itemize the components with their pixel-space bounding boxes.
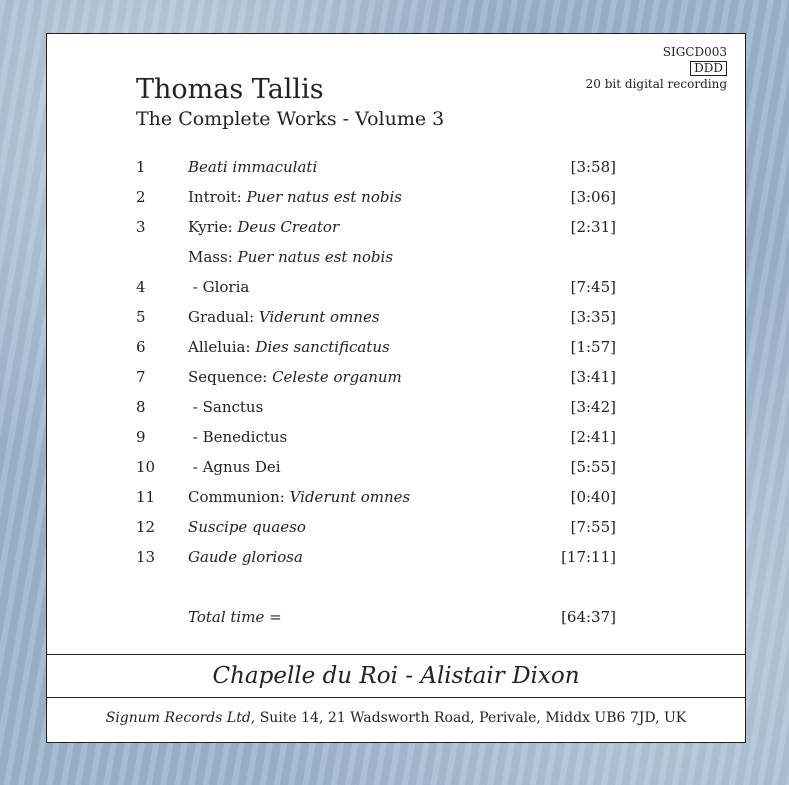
track-title [188, 188, 402, 206]
track-row [136, 278, 616, 308]
track-duration: [3:35] [570, 308, 616, 326]
catalog-number: SIGCD003 [662, 45, 727, 59]
track-row [136, 428, 616, 458]
track-row [136, 368, 616, 398]
total-label: Total time = [188, 608, 282, 626]
track-prefix: Introit: [188, 188, 247, 206]
track-duration: [17:11] [561, 548, 616, 566]
track-prefix: - Gloria [188, 278, 250, 296]
track-work: Viderunt omnes [258, 308, 380, 326]
track-row [136, 308, 616, 338]
track-title [188, 278, 249, 296]
track-row [136, 218, 616, 248]
track-number: 13 [136, 548, 156, 566]
track-duration: [7:45] [570, 278, 616, 296]
track-row [136, 518, 616, 548]
track-number: 4 [136, 278, 146, 296]
label-name: Signum Records Ltd [105, 710, 251, 726]
track-duration: [3:42] [570, 398, 616, 416]
track-number: 5 [136, 308, 146, 326]
track-row [136, 188, 616, 218]
album-subtitle: The Complete Works - Volume 3 [136, 108, 445, 130]
track-duration: [7:55] [570, 518, 616, 536]
track-title [188, 518, 306, 536]
track-duration: [3:06] [570, 188, 616, 206]
ddd-badge: DDD [690, 61, 727, 76]
track-number: 8 [136, 398, 146, 416]
track-prefix: Communion: [188, 488, 290, 506]
track-number: 12 [136, 518, 156, 536]
track-list [136, 158, 616, 638]
track-duration: [3:58] [570, 158, 616, 176]
spacer [136, 578, 616, 608]
track-prefix: - Agnus Dei [188, 458, 281, 476]
track-work: Suscipe quaeso [188, 518, 306, 536]
track-duration: [5:55] [570, 458, 616, 476]
track-number: 3 [136, 218, 146, 236]
track-prefix: Sequence: [188, 368, 273, 386]
cd-back-card [46, 33, 746, 743]
track-work: Celeste organum [272, 368, 402, 386]
track-prefix: Mass: [188, 248, 238, 266]
track-number: 11 [136, 488, 156, 506]
track-title [188, 308, 380, 326]
track-row [136, 158, 616, 188]
track-row [136, 398, 616, 428]
track-number: 7 [136, 368, 146, 386]
track-title [188, 248, 393, 266]
track-duration: [1:57] [570, 338, 616, 356]
track-row [136, 458, 616, 488]
track-duration: [3:41] [570, 368, 616, 386]
ensemble-credit: Chapelle du Roi - Alistair Dixon [47, 654, 745, 698]
track-row [136, 338, 616, 368]
track-duration: [2:41] [570, 428, 616, 446]
label-address [47, 710, 745, 726]
track-number: 1 [136, 158, 146, 176]
track-number: 6 [136, 338, 146, 356]
track-prefix: - Sanctus [188, 398, 264, 416]
track-work: Beati immaculati [188, 158, 318, 176]
track-work: Puer natus est nobis [246, 188, 402, 206]
track-title [188, 338, 390, 356]
total-duration: [64:37] [561, 608, 616, 626]
track-row [136, 488, 616, 518]
track-prefix: Gradual: [188, 308, 259, 326]
track-row [136, 248, 616, 278]
catalog-info [586, 44, 727, 92]
composer-name: Thomas Tallis [136, 74, 324, 105]
track-number: 2 [136, 188, 146, 206]
track-title [188, 368, 402, 386]
track-number: 10 [136, 458, 156, 476]
track-title [188, 218, 339, 236]
track-title [188, 458, 281, 476]
track-title [188, 488, 410, 506]
track-work: Puer natus est nobis [237, 248, 394, 266]
track-row [136, 548, 616, 578]
track-duration: [0:40] [570, 488, 616, 506]
track-prefix: Alleluia: [188, 338, 256, 356]
track-title [188, 428, 287, 446]
address-line: , Suite 14, 21 Wadsworth Road, Perivale, Middx UB6 7JD, UK [250, 710, 687, 726]
track-title [188, 548, 303, 566]
track-work: Gaude gloriosa [188, 548, 303, 566]
track-prefix: - Benedictus [188, 428, 288, 446]
track-number: 9 [136, 428, 146, 446]
track-prefix: Kyrie: [188, 218, 238, 236]
track-duration: [2:31] [570, 218, 616, 236]
track-work: Viderunt omnes [289, 488, 411, 506]
track-title [188, 158, 317, 176]
recording-note: 20 bit digital recording [585, 77, 727, 91]
total-row [136, 608, 616, 638]
track-work: Deus Creator [237, 218, 340, 236]
track-work: Dies sanctificatus [255, 338, 390, 356]
track-title [188, 398, 263, 416]
